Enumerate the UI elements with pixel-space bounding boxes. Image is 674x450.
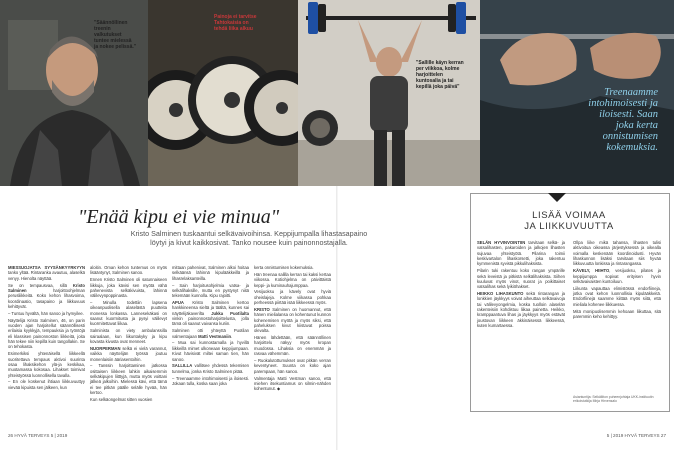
sidebar-column-1 <box>477 240 565 330</box>
sidebar-paragraph: SELÄN HYVINVOINTIIN tarvitaan selkä- ja vatsalihasten, pakaroiden ja jalkojen lihasten sujuvaa yhteistyötä. Pilarina toimii keskivartalon lihaskorsetti, joka rakentuu kymmenistä syvistä pikkulihaksista. <box>477 240 565 267</box>
photo-caption-2: Painoja ei tarvitse Tahtokaisia on tehdä liika alkuu <box>214 14 257 32</box>
article-paragraph: Näyttelijä Kristo Salminen, 46, on parin vuoden ajan harjoitellut säännöllisesti erilaisia kyykkyjä, tempauksia ja työntöjä eli klassisen painonnoston liikkeitä, joita hän tekee niin kepillä kuin tangollakin. Se on tehokasta. <box>8 317 85 350</box>
article-paragraph: Ennen Kristo Salminen oli satunnaiseen liikkuja, joka kävisi sen myötä vähä pahenevista selkäkivuista, lähinnä välilevynpoppinasta. <box>90 277 167 299</box>
article-paragraph: Hänen lähdettään, että säännöllinen harjoittelu näkyy myös kropan muodossa. Lihaksia on enemmän ja rasvaa vähemmän. <box>254 335 331 357</box>
article-paragraph: Vesijuoksu ja kävely ovat hyviä oheislajeja. Kolme viikassa pohkaa perheessä piirtää isää liikkeessä myös. <box>254 289 331 306</box>
article-paragraph: Se on tempausvaa, sillä Kristo Salminen harjoittoohjelman perusliikkeitä. Koko kehon lihasvoima, koordinaatio, tasapaino ja liikkuvuus kehittyvät. <box>8 282 85 309</box>
article-paragraph: APUA Kristo Salminen kertoo hankkineensa sieltä ja täältä, kunnes sai näyttelijäkaverilta Jukka Puotilalta vinkin painonnostoharjoittelusta, jolla tämä oli saanut vaivansa kuriin. <box>172 300 249 327</box>
sidebar-paragraph: Liikunta vapauttaa elimistössä endorfiineja, jotka ovat kehon luonnollisia kipulääkkeitä. Endorfiinejä saamme kiittää myös siitä, että mieliala kohenee liikkuessa. <box>573 285 661 307</box>
photo-weight-plates <box>148 0 298 186</box>
article-paragraph: SALLILLA vallitsee yhdessä tekemisen tunnelma, jonka Kristo Salminen pitää. <box>172 363 249 374</box>
article-column-1 <box>8 265 85 392</box>
article-paragraph: Valmentaja Matti Vestman sanoo, että miehen itsekuntiamus on silmin-nähden kohentunut. ◆ <box>254 375 331 392</box>
article-paragraph: Salminen otti yhteyttä Puotilan valmentajaan Matti Vestmaniin. <box>172 328 249 339</box>
photo-caption-3: "Sallille käyn kerran per viikkoa, kolme harjoittelen kuntosalia ja tai kepillä joka päivä" <box>416 60 464 90</box>
article-column-2 <box>90 265 167 404</box>
article-paragraph: – Ruokalutottumukset ovat pitkän verran keventyneet. Suunta on koko ajan parempaan, hän sanoo. <box>254 358 331 374</box>
sidebar-paragraph: Ollpa liike mikä tahansa, lihasten tulisi aktivoitua oikeassa järjestyksessä ja oikealla voimalla keskenään koordinoidusti. Hyvän lihaskunnon lisäksi tarvitaan siis hyvää liikkuvuutta lonkissa ja rintarangassa. <box>573 240 661 267</box>
article-column-3 <box>172 265 249 388</box>
article-paragraph: mittaan pahenivat, Salminen alkoi hoitaa selkäänsä lähinnä kipulääkkeillä ja lihasrelaksanteilla. <box>172 265 249 281</box>
article-paragraph: – Minulla todettiin lapsena oikeanpuolisella alaselästä puutteita monessa lonkassa. Lannesekäkasi on saanut kuormitusta ja pysyi välilevyt kuormitettavat liikaa. <box>90 300 167 327</box>
article-column-4 <box>254 265 331 393</box>
overhead-lift-illustration <box>298 0 480 186</box>
article-paragraph: – Tanssin harjoittaminen jatkossa osittaisen liikkeen lahkin aikaisemmin selkäkipujen liitttyjä, mutta myös voittani jälkeä jalkoihin. Mielessä kävi, että tämä ei tee pitkän päälle selälle hyvää, hän kertoo. <box>90 363 167 396</box>
sidebar-title: LISÄÄ VOIMAA JA LIIKKUVUUTTA <box>524 210 614 232</box>
page-footer-right: 5 | 2019 HYVÄ TERVEYS 27 <box>606 433 666 438</box>
article-paragraph: Kun selkäongelmat sitten vuosien <box>90 396 153 402</box>
article-paragraph: – Treenaamme intohimoisesti ja iloisesti. Jokaan tulla, koska saan joka <box>172 375 249 386</box>
article-paragraph: – En ole koskenut ihtiaan liikkuvuuttyy vievää kipuista sen jälkeen, kun <box>8 379 85 390</box>
pull-quote: Treenaamme intohimoisesti ja iloisesti. Saan joka kerta onnistumisen kokemuksia. <box>588 87 658 153</box>
sidebar-paragraph: Pilarin tuki rakentuu koko rangan ympärille sekä leveistä ja pitkistä selkälihaksista. Siihen kuuluvat myös vinot, suorat ja poikittaiset vatsalihas sekä lyikiöhakset. <box>477 268 565 290</box>
article-paragraph: MIESSUOJATSA SYYSÄNKYYRKYYN tanko yltää. Rintaranka avautuu, alaselkä venyy. Hienolta näyttää. <box>8 265 85 281</box>
article-paragraph: – Tuntuu hyvältä, hän sanoo ja hymyilee. <box>8 310 84 316</box>
sidebar-column-2 <box>573 240 661 321</box>
article-paragraph: Salminista on viety ambulanssilla sairaalaan, kun liikuntakyky ja kipu kovasta kivusta ovat menneet. <box>90 328 167 344</box>
photo-strip <box>0 0 674 186</box>
sidebar-expert-note: Asiantuntija: Selkäliiton puheenjohtaja UKK-instituutin erikoistutkija Mirja Hirvensalo <box>573 395 654 404</box>
article-paragraph: Esimerkiksi yhtenäisellä liikkeellä suoritettava tempaus aktivoi suurinta osaa lihaksikehon ylä-ja keskikaa, muotamassa kokosaa. Lihakset toimivat yhteistyössä luonnollisella tavalla. <box>8 351 85 378</box>
article-paragraph: Hän treenaa salilla kerran tai kaksi kertaa viikossa. Kotiohjelma on päivittäistä keppi- ja kuminauhajumppaa. <box>254 271 331 288</box>
page-footer-left: 26 HYVÄ TERVEYS 5 | 2019 <box>8 433 68 438</box>
sidebar-paragraph: KÄVELY, HIIHTO, vesijuoksu, pilates ja keppijumppa sopivat erityisen hyvin selkävaivaisten kuntoiluun. <box>573 268 661 284</box>
sidebar-paragraph: HEIKKO LIHASKUNTO sekä rintarangan ja lonkkien jäykkyys voivat aiheuttaa selkävaivoja tai välilevyongelmia, koska tuolloin alaselän rakenteisiin kohdistuu liikaa painetta. Heikko, kramppaantuva lihas ja jäykkyys myös estävät joustovan liikkeen äkkinäisessä liikkeessä, kuten kumartaessa. <box>477 291 565 329</box>
article-headline: "Enää kipu ei vie minua" <box>78 206 280 228</box>
article-lead: Kristo Salminen tuskaantui selkävaivoihinsa. Keppijumpalla lihastasapaino löytyi ja kivut kaikkosivat. Tanko nousee kuin painonnostajalla. <box>130 229 368 247</box>
article-paragraph: – Sain harjoitusohjelmia vatsa- ja selkälihaksille, mutta en pystynyt niitä tekemään kunnolla. Kipu rajoitti. <box>172 282 249 299</box>
article-paragraph: KRISTO Salminen on huomannut, että hänen mielialansa on kohentunut kunnon kohenemisen myötä ja myös siksi, että paheluksen kivut kiistavat poissa olevalta. <box>254 306 331 334</box>
photo-portrait-kristo <box>0 0 148 186</box>
article-paragraph: kerta onnistumisen kokemuksia. <box>254 265 314 270</box>
article-paragraph: aloitin. Oman kehon tuntemus on myös lisääntynyt, Salminen sanoo. <box>90 265 167 276</box>
photo-caption-1: "Säännöllinen treenin valkutukset tuntee mielessä ja nokee pelissä." <box>94 20 137 50</box>
sidebar-arrow-icon <box>548 193 566 202</box>
photo-overhead-lift <box>298 0 480 186</box>
article-paragraph: – Mua sai kunnostamalla ja hyvillä liikkeillä mimet ulkoneaan keppijumpaan. Kivut hävisivät miltei saman tien, hän sanoo. <box>172 340 249 362</box>
sidebar-paragraph: Mitä monipuolisemmin kehoaan liikuttaa, sitä paremmin keho kehittyy. <box>573 308 661 319</box>
article-paragraph: NUORPERMAN selkä ei vielä varannut, vaikka näyttelijän työssä joutuu monenlaisiin ääriasentoihin. <box>90 345 167 362</box>
